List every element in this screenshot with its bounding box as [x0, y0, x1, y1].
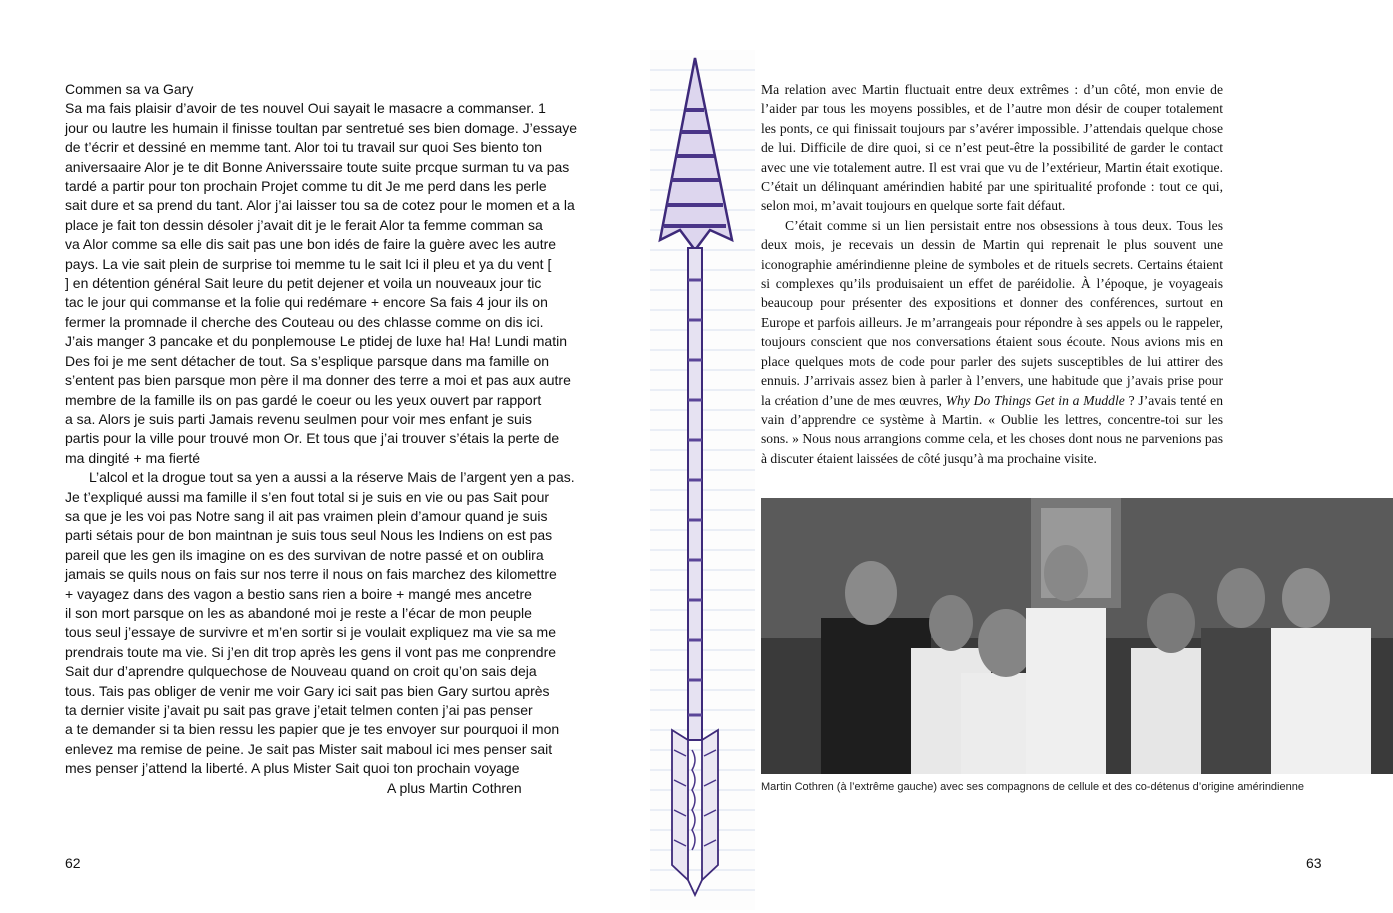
letter-line: prendrais toute ma vie. Si j’en dit trop après les gens il vont pas me conprendre	[65, 643, 557, 660]
letter-line: a sa. Alors je suis parti Jamais revenu seulmen pour voir mes enfant je suis	[65, 410, 532, 427]
letter-line: partis pour la ville pour trouvé mon Or. Et tous que j’ai trouver s’étais la perte de	[65, 430, 560, 447]
letter-line: enlevez ma remise de peine. Je sait pas Mister sait maboul ici mes penser sait	[65, 740, 553, 757]
page-number-right: 63	[1306, 855, 1322, 871]
letter-text	[65, 80, 600, 798]
letter-line: fermer la promnade il cherche des Couteau ou des chlasse comme on dis ici.	[65, 313, 544, 330]
photo-caption: Martin Cothren (à l’extrême gauche) avec ses compagnons de cellule et des co-détenus d’origine amérindienne	[761, 781, 1304, 793]
letter-line: tous. Tais pas obliger de venir me voir Gary ici sait pas bien Gary surtou après	[65, 682, 550, 699]
artwork-title: Why Do Things Get in a Muddle	[945, 392, 1125, 408]
letter-line: tous seul j’essaye de survivre et m’en sortir si je voulait expliquez ma vie sa me	[65, 624, 556, 641]
letter-line: sait dure et sa prend du tant. Alor j’ai laisser tou sa de cotez pour le momen et a la	[65, 197, 575, 214]
letter-line: J’ais manger 3 pancake et du ponplemouse Le ptidej de luxe ha! Ha! Lundi matin	[65, 333, 567, 350]
letter-line: Des foi je me sent détacher de tout. Sa s’esplique parsque dans ma famille on	[65, 352, 550, 369]
letter-signature: A plus Martin Cothren	[387, 779, 522, 796]
page-number-left: 62	[65, 855, 81, 871]
letter-line: tac le jour qui commanse et la folie qui redémare + encore Sa fais 4 jour ils on	[65, 294, 548, 311]
letter-line: Sa ma fais plaisir d’avoir de tes nouvel Oui sayait le masacre a commanser. 1	[65, 100, 546, 117]
letter-line: parti sétais pour de bon maintnan je suis tous seul Nous les Indiens on est pas	[65, 527, 553, 544]
arrow-drawing	[650, 50, 755, 910]
letter-line: pareil que les gen ils imagine on es des survivan de notre passé et on oublira	[65, 546, 544, 563]
letter-line: jour ou lautre les humain il finisse toultan par sentretué ses bien domage. J’essaye	[65, 119, 578, 136]
essay-paragraph-1: Ma relation avec Martin fluctuait entre deux extrêmes : d’un côté, mon envie de l’aider par tous les moyens possibles, et de l’autre mon désir de couper totalement les ponts, ce qui finissait toujours par s’avérer impossible. J’attendais quelque chose de lui. Difficile de dire quoi, si ce n’est peut-être la possibilité de garder le contact avec une vie totalement autre. Il est vrai que vu de l’extérieur, Martin était exotique. C’était un délinquant amérindien habité par une spiritualité profonde : tout ce qui, selon moi, m’avait toujours en quelque sorte fait défaut.	[761, 82, 1223, 214]
letter-line: ] en détention général Sait leure du petit dejener et voila un nouveaux jour tic	[65, 275, 542, 292]
essay-text	[761, 80, 1223, 468]
letter-line: mes penser j’attend la liberté. A plus Mister Sait quoi ton prochain voyage	[65, 760, 520, 777]
letter-line: sa que je les voi pas Notre sang il ait pas vraimen plein d’amour quand je suis	[65, 507, 548, 524]
letter-line: pays. La vie sait plein de surprise toi memme tu le sait Ici il pleu et ya du vent [	[65, 255, 552, 272]
letter-line: jamais se quils nous on fais sur nos terre il nous on fais marchez des kilomettre	[65, 566, 557, 583]
letter-line: aniversaaire Alor je te dit Bonne Aniverssaire toute suite prcque surman tu va pas	[65, 158, 570, 175]
letter-line: tardé a partir pour ton prochain Projet comme tu dit Je me perd dans les perle	[65, 178, 547, 195]
group-photo	[761, 498, 1393, 774]
letter-line: il son mort parsque on les as abandoné moi je reste a l’écar de mon peuple	[65, 604, 532, 621]
letter-line: membre de la famille ils on pas gardé le coeur ou les yeux ouvert par rapport	[65, 391, 542, 408]
letter-line: place je fait ton dessin désoler j’avait dit je le ferait Alor ta femme comman sa	[65, 216, 543, 233]
letter-line: ma dingité + ma fierté	[65, 449, 201, 466]
letter-line: L’alcol et la drogue tout sa yen a aussi a la réserve Mais de l’argent yen a pas.	[89, 469, 575, 486]
letter-line: Sait dur d’aprendre qulquechose de Nouveau quand on croit qu’on sais deja	[65, 663, 537, 680]
letter-line: Commen sa va Gary	[65, 81, 194, 97]
essay-paragraph-2	[761, 216, 1223, 468]
letter-line: s’entent pas bien parsque mon père il ma donner des terre a moi et pas aux autre	[65, 372, 571, 389]
letter-line: a te demander si ta bien ressu les papier que je tes envoyer sur pourquoi il mon	[65, 721, 560, 738]
essay-paragraph-2-part: ? J’avais tenté en vain d’apprendre ce système à Martin. « Oublie les lettres, concentre-toi sur les sons. » Nous nous arrangions comme cela, et les choses dont nous ne parvenions pas à discuter étaient laissées de côté jusqu’à ma prochaine visite.	[761, 392, 1223, 466]
letter-line: de t’écrir et dessiné en memme tant. Alor toi tu travail sur quoi Ses biento ton	[65, 139, 543, 156]
letter-line: + vayagez dans des vagon a bestio sans rien a boire + mangé mes ancetre	[65, 585, 532, 602]
letter-line: ta dernier visite j’avait pu sait pas grave j’etait telmen conten j’ai pas penser	[65, 702, 533, 718]
letter-line: va Alor comme sa elle dis sait pas une bon idés de faire la guère avec les autre	[65, 236, 557, 253]
essay-paragraph-2-part: C’était comme si un lien persistait entre nos obsessions à tous deux. Tous les deux mois, je recevais un dessin de Martin qui reprenait le plus souvent une iconographie amérindienne pleine de symboles et de rituels secrets. Certains étaient si complexes qu’ils produisaient un effet de paréidolie. À l’époque, je voyageais beaucoup pour présenter des expositions et donner des conférences, surtout en Europe et parfois ailleurs. Je m’arrangeais pour répondre à ses appels ou le rappeler, toujours conscient que nos conversations étaient sous écoute. Nous avions mis en place quelques mots de code pour parler des sujets susceptibles de lui attirer des ennuis. J’arrivais assez bien à parler à l’envers, une habitude que j’avais prise pour la création d’une de mes œuvres,	[761, 217, 1223, 408]
letter-line: Je t’expliqué aussi ma famille il s’en fout total si je suis en vie ou pas Sait pour	[65, 488, 550, 505]
